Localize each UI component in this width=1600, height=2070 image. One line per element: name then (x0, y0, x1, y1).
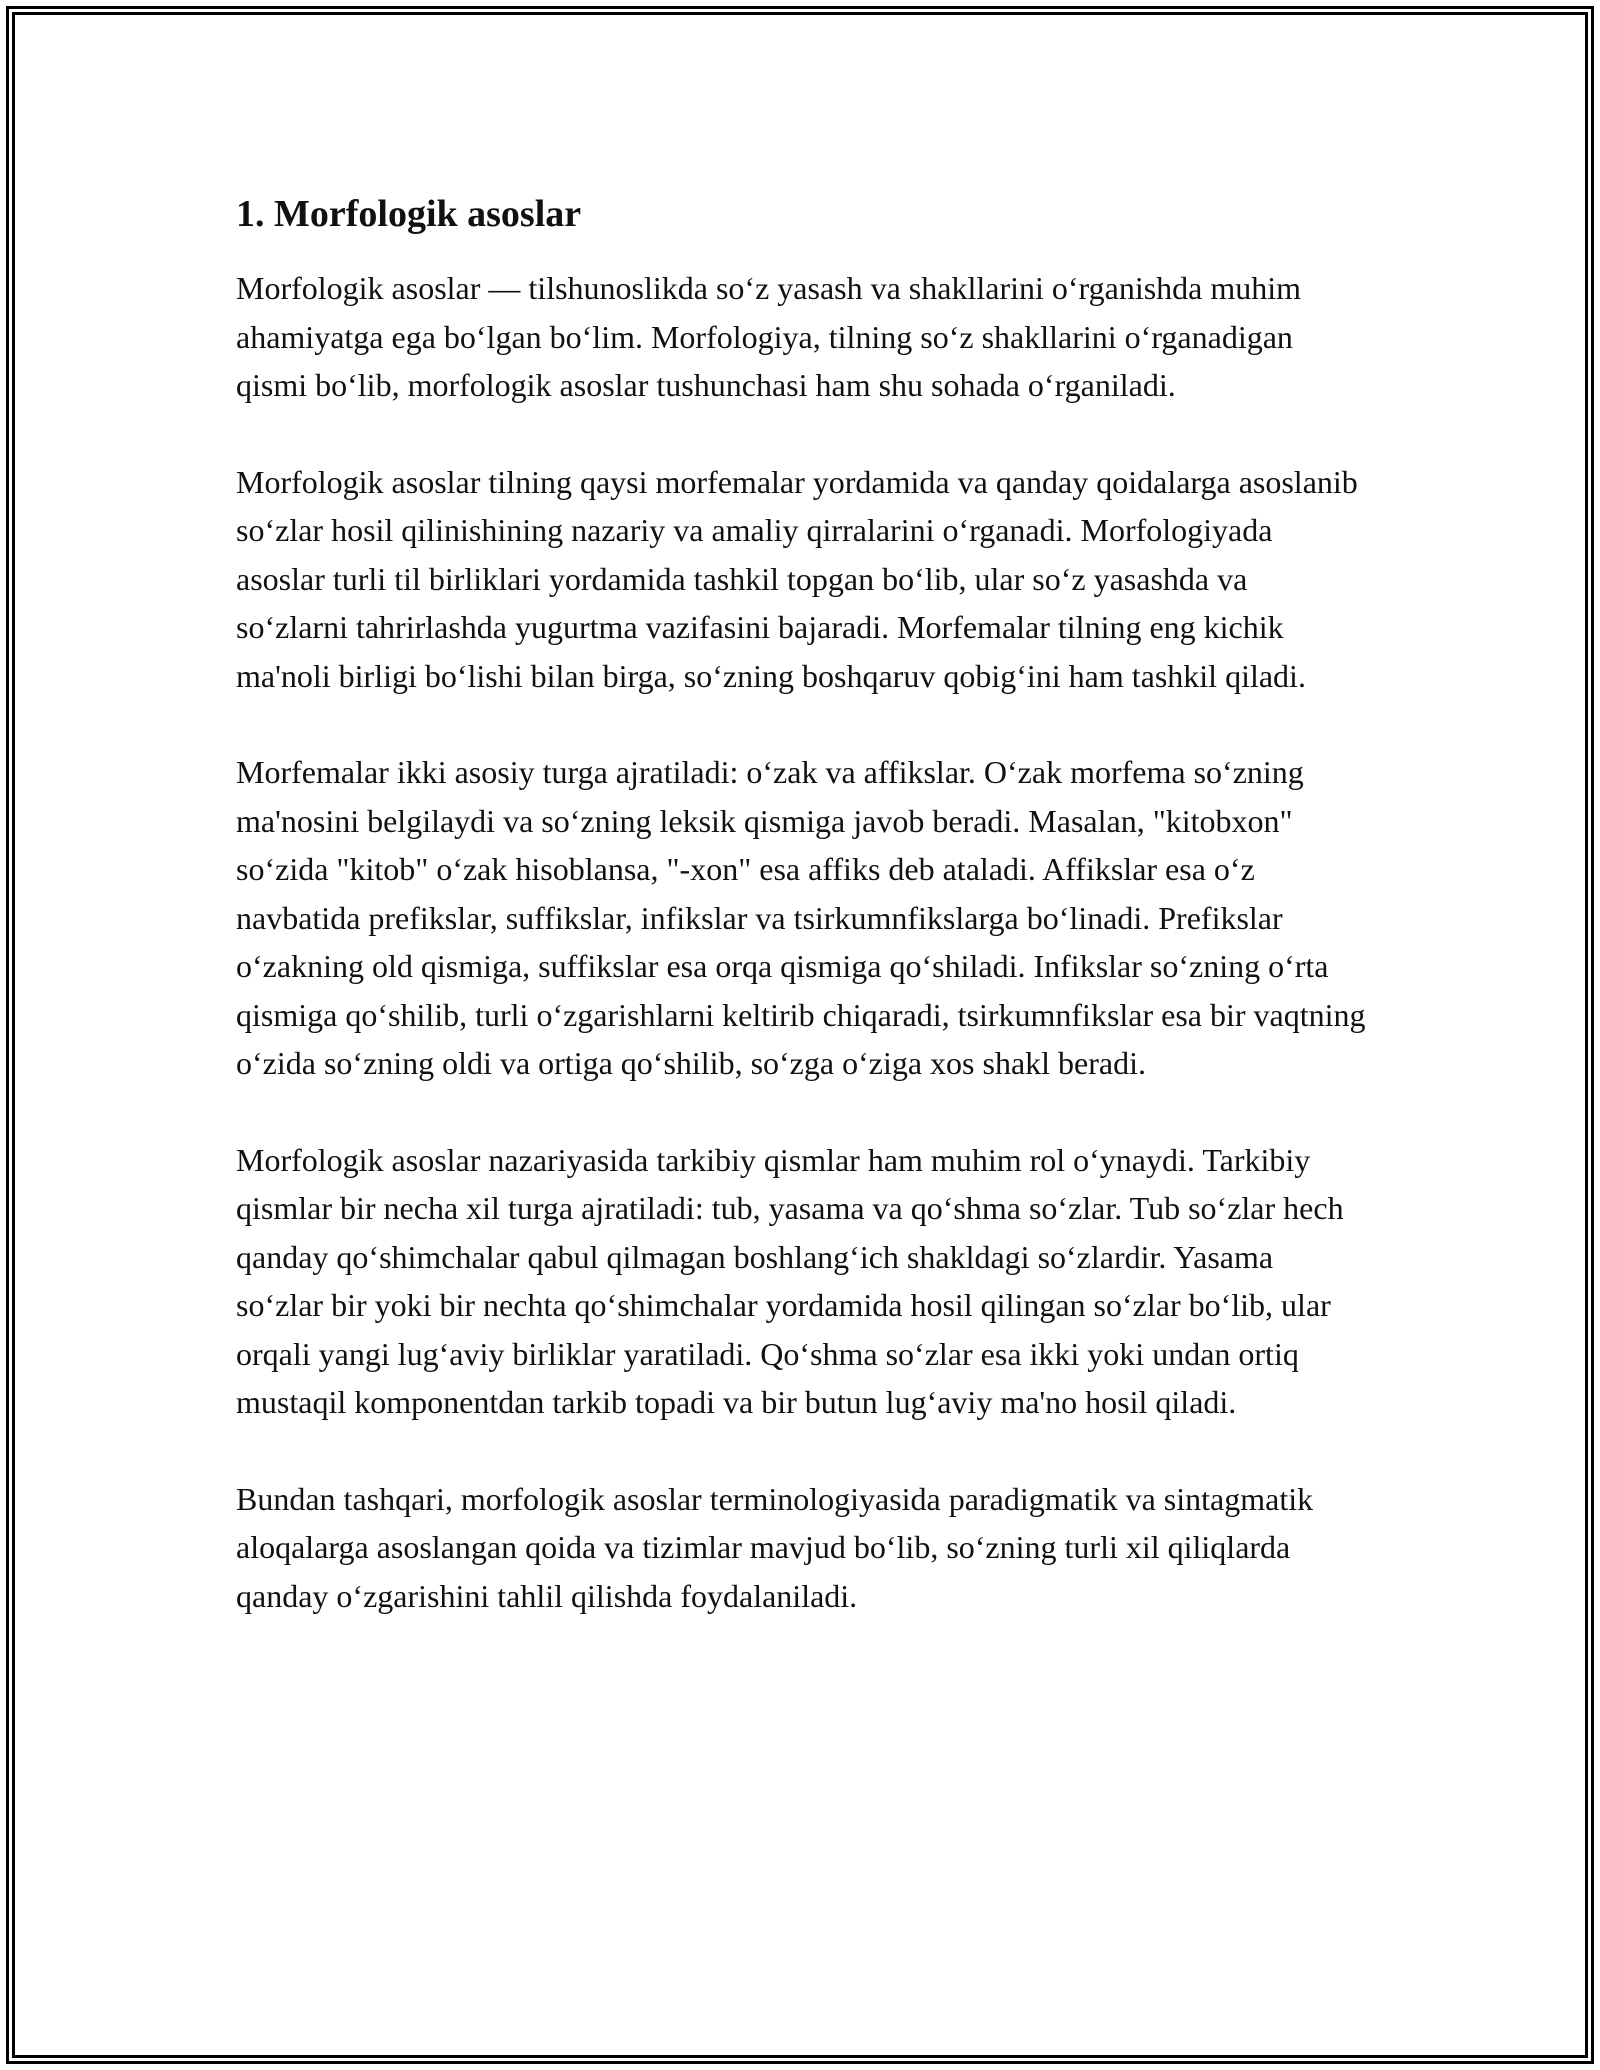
paragraph-intro: Morfologik asoslar — tilshunoslikda so‘z yasash va shakllarini o‘rganishda muhim ahamiyatga ega bo‘lgan bo‘lim. Morfologiya, tilning so‘z shakllarini o‘rganadigan qismi bo‘lib, morfologik asoslar tushunchasi ham shu sohada o‘rganiladi. (236, 270, 1302, 403)
section-heading: 1. Morfologik asoslar (236, 193, 582, 235)
paragraph-word-structure: Morfologik asoslar nazariyasida tarkibiy qismlar ham muhim rol o‘ynaydi. Tarkibiy qismlar bir necha xil turga ajratiladi: tub, yasama va qo‘shma so‘zlar. Tub so‘zlar hech qanday qo‘shimchalar qabul qilmagan boshlang‘ich shakldagi so‘zlardir. Yasama so‘zlar bir yoki bir nechta qo‘shimchalar yordamida hosil qilingan so‘zlar bo‘lib, ular orqali yangi lug‘aviy birliklar yaratiladi. Qo‘shma so‘zlar esa ikki yoki undan ortiq mustaqil komponentdan tarkib topadi va bir butun lug‘aviy ma'no hosil qiladi. (236, 1141, 1344, 1420)
document-body (236, 186, 1366, 1620)
paragraph-terminology: Bundan tashqari, morfologik asoslar terminologiyasida paradigmatik va sintagmatik aloqalarga asoslangan qoida va tizimlar mavjud bo‘lib, so‘zning turli xil qiliqlarda qanday o‘zgarishini tahlil qilishda foydalaniladi. (236, 1480, 1314, 1614)
paragraph-morphemes: Morfologik asoslar tilning qaysi morfemalar yordamida va qanday qoidalarga asoslanib so‘zlar hosil qilinishining nazariy va amaliy qirralarini o‘rganadi. Morfologiyada asoslar turli til birliklari yordamida tashkil topgan bo‘lib, ular so‘z yasashda va so‘zlarni tahrirlashda yugurtma vazifasini bajaradi. Morfemalar tilning eng kichik ma'noli birligi bo‘lishi bilan birga, so‘zning boshqaruv qobig‘ini ham tashkil qiladi. (236, 463, 1358, 694)
paragraph-root-and-affixes: Morfemalar ikki asosiy turga ajratiladi: o‘zak va affikslar. O‘zak morfema so‘zning ma'nosini belgilaydi va so‘zning leksik qismiga javob beradi. Masalan, "kitobxon" so‘zida "kitob" o‘zak hisoblansa, "-xon" esa affiks deb ataladi. Affikslar esa o‘z navbatida prefikslar, suffikslar, infikslar va tsirkumnfikslarga bo‘linadi. Prefikslar o‘zakning old qismiga, suffikslar esa orqa qismiga qo‘shiladi. Infikslar so‘zning o‘rta qismiga qo‘shilib, turli o‘zgarishlarni keltirib chiqaradi, tsirkumnfikslar esa bir vaqtning o‘zida so‘zning oldi va ortiga qo‘shilib, so‘zga o‘ziga xos shakl beradi. (236, 754, 1366, 1081)
